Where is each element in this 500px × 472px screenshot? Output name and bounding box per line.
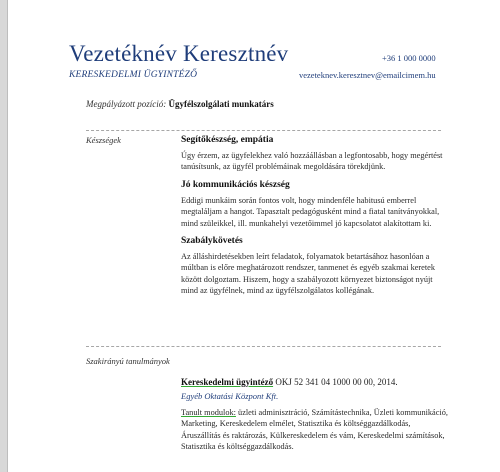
education-section-label: Szakirányú tanulmányok <box>86 356 170 366</box>
skill-heading: Szabálykövetés <box>181 236 243 247</box>
qualification-name: Kereskedelmi ügyintéző <box>181 377 274 387</box>
applied-position-label: Megpályázott pozíció: <box>86 99 167 109</box>
skills-section-label: Készségek <box>86 135 121 145</box>
modules-label: Tanult modulok: <box>181 408 236 417</box>
education-entry-title <box>181 376 449 388</box>
modules-text <box>181 407 449 453</box>
skill-text: Eddigi munkáim során fontos volt, hogy mindenféle habitusú emberrel megtaláljam a hangot. Tapasztalt pedagógusként mind a fiatal tanítványokkal, mind szüleikkel, ill. munkahelyi vezetőimmel jó kapcsolatot alakítottam ki. <box>181 195 440 228</box>
page-shadow-edge <box>0 0 8 472</box>
education-section <box>181 376 449 459</box>
section-divider <box>86 346 441 347</box>
skill-text: Az álláshirdetésekben leírt feladatok, folyamatok betartásához hasonlóan a múltban is előre meghatározott rendszer, tanmenet és egyéb szakmai keretek között dolgoztam. Hiszem, hogy a szabályozott környezet biztonságot nyújt mind az ügyfélnek, mind az ügyfélszolgálatos kollégának. <box>181 252 435 296</box>
candidate-job-title: KERESKEDELMI ÜGYINTÉZŐ <box>69 70 198 80</box>
school-name: Egyéb Oktatási Központ Kft. <box>181 391 279 401</box>
skill-heading: Segítőkészség, empátia <box>181 135 274 145</box>
skill-text: Úgy érzem, az ügyfelekhez való hozzáállásban a legfontosabb, hogy megértést tanúsítsunk, az ügyfél problémáinak megoldására törekdjünk. <box>181 151 443 172</box>
section-divider <box>86 130 441 131</box>
candidate-name: Vezetéknév Keresztnév <box>69 41 289 66</box>
phone-number: +36 1 000 0000 <box>382 53 436 63</box>
applied-position-value: Ügyfélszolgálati munkatárs <box>168 99 274 109</box>
modules-list: üzleti adminisztráció, Számítástechnika, Üzleti kommunikáció, Marketing, Kereskedelem elmélet, Statisztika és költséggazdálkodás, Áruszállítás és raktározás, Külkereskedelem és vám, Kereskedelmi számítások, Statisztika és költséggazdálkodás. <box>181 408 448 452</box>
email-address: vezeteknev.keresztnev@emailcimem.hu <box>299 70 436 80</box>
skills-section <box>181 134 449 303</box>
applied-position <box>86 99 274 109</box>
skill-heading: Jó kommunikációs készség <box>181 179 290 190</box>
resume-page <box>8 0 500 472</box>
qualification-code: OKJ 52 341 04 1000 00 00, 2014. <box>275 377 398 387</box>
